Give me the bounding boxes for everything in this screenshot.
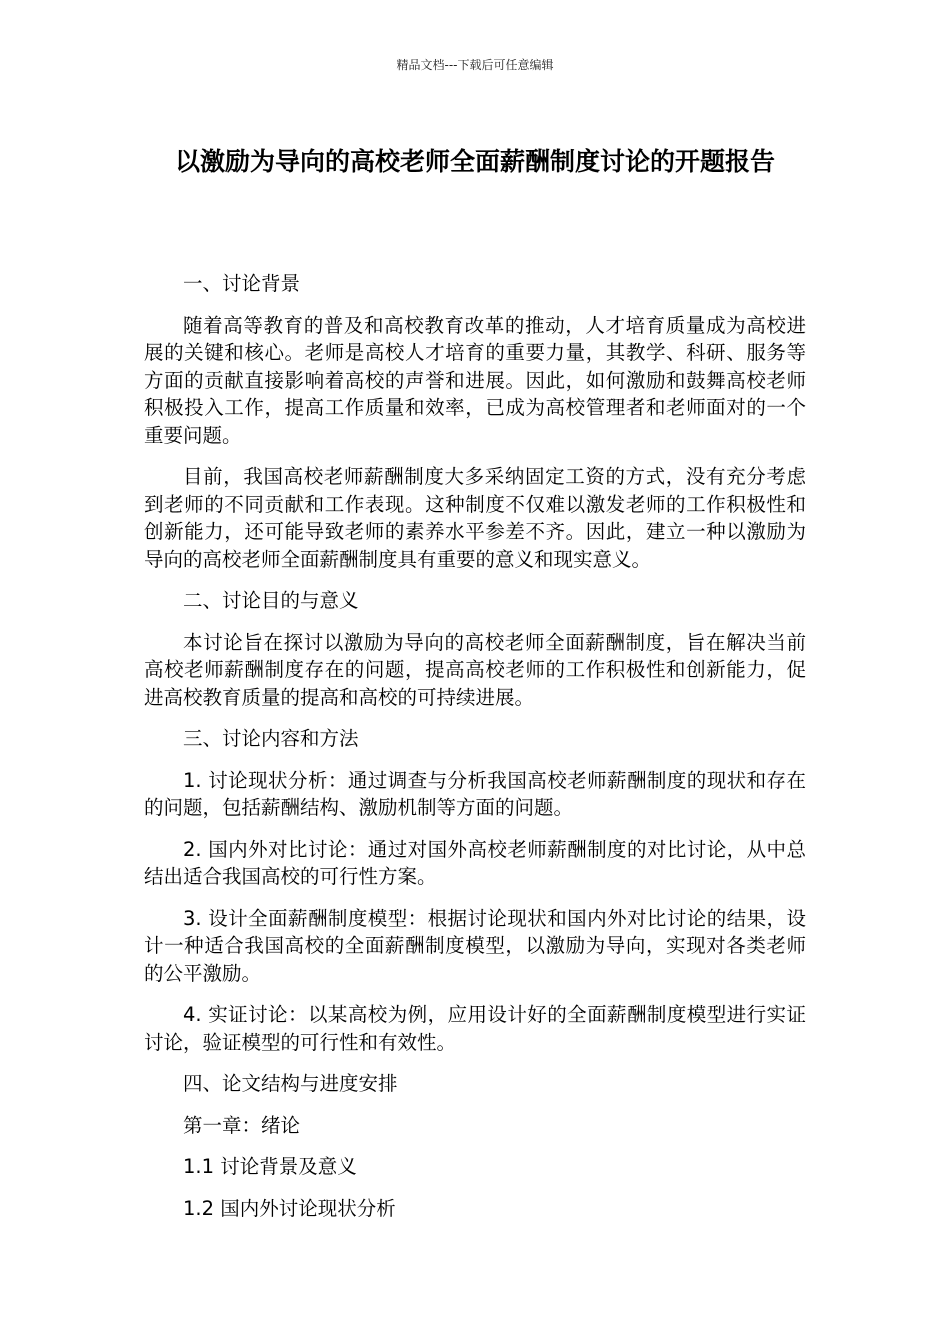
section-heading-purpose: 二、讨论目的与意义 — [183, 589, 359, 612]
list-item-method-2: 2. 国内外对比讨论：通过对国外高校老师薪酬制度的对比讨论，从中总结出适合我国高校的可行性方案。 — [144, 837, 806, 888]
section-heading-structure: 四、论文结构与进度安排 — [183, 1072, 398, 1095]
document-body — [144, 270, 806, 1236]
document-title: 以激励为导向的高校老师全面薪酬制度讨论的开题报告 — [174, 147, 775, 176]
section-heading-background: 一、讨论背景 — [183, 272, 301, 295]
subsection-1-1: 1.1 讨论背景及意义 — [183, 1155, 357, 1178]
section-heading-methods: 三、讨论内容和方法 — [183, 727, 359, 750]
list-item-method-4: 4. 实证讨论：以某高校为例，应用设计好的全面薪酬制度模型进行实证讨论，验证模型的可行性和有效性。 — [144, 1003, 806, 1054]
paragraph-background-2: 目前，我国高校老师薪酬制度大多采纳固定工资的方式，没有充分考虑到老师的不同贡献和工作表现。这种制度不仅难以激发老师的工作积极性和创新能力，还可能导致老师的素养水平参差不齐。因此，建立一种以激励为导向的高校老师全面薪酬制度具有重要的意义和现实意义。 — [144, 465, 806, 571]
header-note: 精品文档---下载后可任意编辑 — [396, 58, 554, 72]
chapter-1-heading: 第一章：绪论 — [183, 1113, 301, 1137]
subsection-1-2: 1.2 国内外讨论现状分析 — [183, 1196, 396, 1220]
paragraph-purpose: 本讨论旨在探讨以激励为导向的高校老师全面薪酬制度，旨在解决当前高校老师薪酬制度存在的问题，提高高校老师的工作积极性和创新能力，促进高校教育质量的提高和高校的可持续进展。 — [144, 630, 806, 709]
paragraph-background-1: 随着高等教育的普及和高校教育改革的推动，人才培育质量成为高校进展的关键和核心。老师是高校人才培育的重要力量，其教学、科研、服务等方面的贡献直接影响着高校的声誉和进展。因此，如何激励和鼓舞高校老师积极投入工作，提高工作质量和效率，已成为高校管理者和老师面对的一个重要问题。 — [144, 313, 806, 447]
list-item-method-1: 1. 讨论现状分析：通过调查与分析我国高校老师薪酬制度的现状和存在的问题，包括薪酬结构、激励机制等方面的问题。 — [144, 768, 806, 819]
list-item-method-3: 3. 设计全面薪酬制度模型：根据讨论现状和国内外对比讨论的结果，设计一种适合我国高校的全面薪酬制度模型，以激励为导向，实现对各类老师的公平激励。 — [144, 906, 806, 985]
